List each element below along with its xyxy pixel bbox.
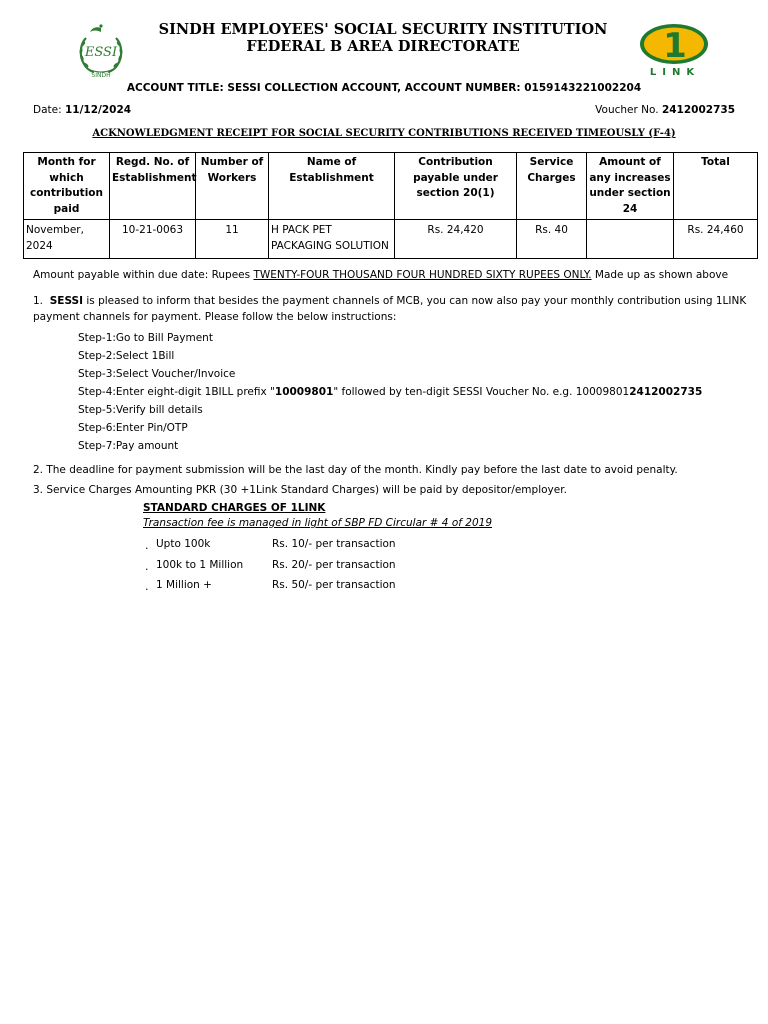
- voucher-line: [595, 104, 735, 116]
- step-3: Step-3:Select Voucher/Invoice: [78, 368, 236, 380]
- step-1: Step-1:Go to Bill Payment: [78, 332, 213, 344]
- step-6: Step-6:Enter Pin/OTP: [78, 422, 188, 434]
- fee-range: 1 Million +: [156, 579, 212, 591]
- essi-logo-text: ESSI: [84, 45, 118, 60]
- cell-name: H PACK PET PACKAGING SOLUTION: [269, 220, 395, 259]
- onelink-logo-digit: 1: [663, 26, 687, 66]
- step-5: Step-5:Verify bill details: [78, 404, 203, 416]
- account-line: ACCOUNT TITLE: SESSI COLLECTION ACCOUNT, ACCOUNT NUMBER: 0159143221002204: [126, 82, 642, 94]
- col-header-workers: Number of Workers: [196, 153, 269, 220]
- cell-service-charges: Rs. 40: [517, 220, 587, 259]
- note-item-1-text: is pleased to inform that besides the payment channels of MCB, you can now also pay your monthly contribution using 1LINK: [83, 295, 747, 307]
- fee-range: 100k to 1 Million: [156, 558, 244, 571]
- amount-suffix: Made up as shown above: [591, 269, 729, 281]
- payment-steps: [78, 331, 702, 457]
- step-4-text-a: Step-4:Enter eight-digit 1BILL prefix ": [78, 386, 275, 398]
- amount-payable-line: [33, 269, 728, 281]
- contribution-table: [23, 152, 758, 259]
- fee-amount: Rs. 20/- per transaction: [272, 558, 396, 571]
- onelink-logo: [638, 22, 712, 78]
- step-4-voucher: 2412002735: [629, 386, 703, 398]
- col-header-month: Month for which contribution paid: [24, 153, 110, 220]
- date-value: 11/12/2024: [64, 104, 132, 116]
- onelink-logo-text: LINK: [649, 67, 701, 78]
- col-header-service-charges: Service Charges: [517, 153, 587, 220]
- voucher-label: Voucher No.: [595, 104, 659, 116]
- note-item-1: [33, 293, 746, 325]
- cell-month: November, 2024: [24, 220, 110, 259]
- fee-amount: Rs. 10/- per transaction: [272, 538, 396, 550]
- cell-contribution: Rs. 24,420: [395, 220, 517, 259]
- standard-charges-subtitle: Transaction fee is managed in light of SBP FD Circular # 4 of 2019: [143, 517, 493, 529]
- col-header-regd-no: Regd. No. of Establishment: [110, 153, 196, 220]
- institution-title: SINDH EMPLOYEES' SOCIAL SECURITY INSTITUTION: [158, 21, 608, 38]
- col-header-contribution: Contribution payable under section 20(1): [395, 153, 517, 220]
- cell-workers: 11: [196, 220, 269, 259]
- table-header-row: [24, 153, 758, 220]
- bullet-icon: .: [145, 559, 149, 573]
- note-item-1-number: 1.: [33, 295, 44, 307]
- date-line: [33, 104, 131, 116]
- bullet-icon: .: [145, 580, 149, 593]
- col-header-increase: Amount of any increases under section 24: [587, 153, 674, 220]
- note-item-1-line2: payment channels for payment. Please follow the below instructions:: [33, 311, 397, 323]
- receipt-title: ACKNOWLEDGMENT RECEIPT FOR SOCIAL SECURITY CONTRIBUTIONS RECEIVED TIMEOUSLY (F-4): [92, 128, 676, 139]
- col-header-total: Total: [674, 153, 758, 220]
- voucher-value: 2412002735: [661, 104, 735, 116]
- cell-increase: [587, 220, 674, 259]
- standard-charges-title: STANDARD CHARGES OF 1LINK: [143, 502, 326, 514]
- col-header-name: Name of Establishment: [269, 153, 395, 220]
- step-7: Step-7:Pay amount: [78, 440, 179, 452]
- amount-in-words: TWENTY-FOUR THOUSAND FOUR HUNDRED SIXTY RUPEES ONLY.: [253, 269, 592, 281]
- amount-prefix: Amount payable within due date: Rupees: [33, 269, 254, 281]
- essi-emblem-icon: [74, 22, 128, 78]
- step-4-prefix: 10009801: [274, 386, 334, 398]
- bullet-icon: .: [145, 539, 149, 552]
- essi-logo-subtext: SINDH: [91, 72, 111, 78]
- fee-amount: Rs. 50/- per transaction: [272, 579, 396, 591]
- note-item-3: 3. Service Charges Amounting PKR (30 +1Link Standard Charges) will be paid by depositor/employer.: [33, 484, 567, 496]
- step-4-text-b: " followed by ten-digit SESSI Voucher No. e.g. 10009801: [333, 386, 630, 398]
- onelink-emblem-icon: [638, 22, 712, 78]
- essi-logo: [74, 22, 128, 78]
- note-item-2: 2. The deadline for payment submission will be the last day of the month. Kindly pay before the last date to avoid penalty.: [33, 464, 678, 476]
- table-row: [24, 220, 758, 259]
- step-4: [78, 385, 702, 403]
- note-item-1-sessi: SESSI: [49, 295, 84, 307]
- date-label: Date:: [33, 104, 62, 116]
- step-2: Step-2:Select 1Bill: [78, 350, 175, 362]
- cell-total: Rs. 24,460: [674, 220, 758, 259]
- cell-regd-no: 10-21-0063: [110, 220, 196, 259]
- directorate-title: FEDERAL B AREA DIRECTORATE: [246, 38, 520, 55]
- fee-range: Upto 100k: [156, 538, 211, 550]
